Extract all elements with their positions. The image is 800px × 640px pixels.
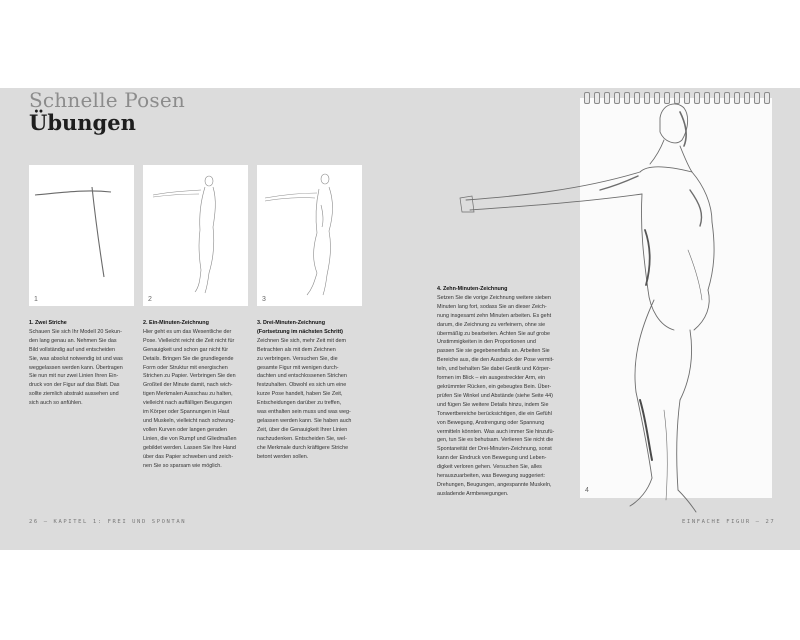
text-line: und Muskeln, vielleicht nach schwung-	[143, 417, 235, 424]
text-line: Sie nun mit nur zwei Linien Ihren Ein-	[29, 373, 119, 380]
text-line: was enthalten sein muss und was weg-	[257, 409, 351, 416]
text-line: prüfen Sie Winkel und Abstände (siehe Seite 44)	[437, 392, 553, 399]
text-line: gesamte Figur mit wenigen durch-	[257, 364, 339, 371]
card-number: 3	[262, 296, 266, 303]
text-line: Setzen Sie die vorige Zeichnung weitere sieben	[437, 294, 551, 301]
text-line: vermitteln könnten. Was auch immer Sie hinzufü-	[437, 428, 555, 435]
text-line: passen Sie sie gegebenenfalls an. Arbeiten Sie	[437, 348, 550, 355]
text-line: Strichen zu Papier. Verbringen Sie den	[143, 373, 236, 380]
text-line: Hier geht es um das Wesentliche der	[143, 328, 232, 335]
text-line: darum, die Zeichnung zu verfeinern, ohne sie	[437, 321, 546, 328]
step-heading: 2. Ein-Minuten-Zeichnung	[143, 320, 209, 326]
text-line: von Bewegung, Anstrengung oder Spannung	[437, 419, 545, 426]
text-line: tigen Merkmalen Ausschau zu halten,	[143, 391, 233, 398]
text-line: Unstimmigkeiten in den Proportionen und	[437, 339, 536, 346]
text-line: vollen Kurven oder langen geraden	[143, 426, 227, 433]
text-line: Drehungen, Beugungen, angespannte Muskeln,	[437, 481, 552, 488]
step-heading: 4. Zehn-Minuten-Zeichnung	[437, 286, 508, 292]
text-line: Pose. Vielleicht reicht die Zeit nicht für	[143, 337, 235, 344]
card-number: 1	[34, 296, 38, 303]
text-line: Entscheidungen darüber zu treffen,	[257, 400, 342, 407]
text-line: gen, tun Sie es behutsam. Verlieren Sie nicht die	[437, 437, 554, 444]
text-line: nen Sie so sparsam wie möglich.	[143, 462, 222, 469]
text-line: Sie, was absolut notwendig ist und was	[29, 355, 123, 362]
text-line: übermäßig zu bearbeiten. Achten Sie auf grobe	[437, 330, 550, 337]
footer-left: 26 — KAPITEL 1: FREI UND SPONTAN	[29, 519, 187, 525]
text-line: Details. Bringen Sie die grundlegende	[143, 355, 234, 362]
text-line: im Körper oder Spannungen in Haut	[143, 409, 230, 416]
step-subheading: (Fortsetzung im nächsten Schritt)	[257, 328, 343, 335]
text-line: digkeit verloren gehen. Versuchen Sie, alles	[437, 464, 542, 471]
text-line: dachten und entschlossenen Strichen	[257, 373, 347, 380]
text-line: vielleicht nach auffälligen Beugungen	[143, 400, 232, 407]
text-line: betont werden sollen.	[257, 453, 309, 460]
text-line: Genauigkeit und schon gar nicht für	[143, 346, 229, 353]
card-number: 2	[148, 296, 152, 303]
text-line: kann der Eindruck von Bewegung und Leben-	[437, 455, 547, 462]
text-line: und fügen Sie weitere Details hinzu, indem Sie	[437, 401, 549, 408]
text-line: weggelassen werden kann. Übertragen	[29, 364, 123, 371]
text-line: festzuhalten. Obwohl es sich um eine	[257, 382, 347, 389]
step-heading: 3. Drei-Minuten-Zeichnung	[257, 320, 325, 326]
footer-right: EINFACHE FIGUR — 27	[682, 519, 776, 525]
text-line: Minuten lang fort, sodass Sie an dieser Zeich-	[437, 303, 547, 310]
text-line: gelassen werden kann. Sie haben auch	[257, 417, 352, 424]
step-heading: 1. Zwei Striche	[29, 320, 67, 326]
text-line: Bild vollständig auf und entscheiden	[29, 346, 116, 353]
text-line: Bereiche aus, die den Ausdruck der Pose vermit-	[437, 357, 554, 364]
text-line: zu verbringen. Versuchen Sie, die	[257, 355, 338, 362]
text-line: Linien, die von Rumpf und Gliedmaßen	[143, 435, 237, 442]
text-line: formen im Blick – ein ausgestreckter Arm, ein	[437, 375, 546, 382]
pad-number: 4	[585, 487, 589, 494]
text-line: gekrümmter Rücken, ein gebeugtes Bein. Über-	[437, 383, 552, 390]
text-line: nachzudenken. Entscheiden Sie, wel-	[257, 435, 347, 442]
section-subtitle: Übungen	[29, 110, 136, 135]
text-line: über das Papier schweben und zeich-	[143, 453, 234, 460]
text-line: sollte ziemlich abstrakt aussehen und	[29, 391, 119, 398]
text-line: gebildet werden. Lassen Sie Ihre Hand	[143, 444, 236, 451]
text-line: teln, und behalten Sie dabei Gestik und Körper-	[437, 366, 551, 373]
text-line: Großteil der Minute damit, nach wich-	[143, 382, 233, 389]
text-line: kurze Pose handelt, haben Sie Zeit,	[257, 391, 343, 398]
section-title: Schnelle Posen	[29, 88, 185, 112]
step-4-text	[437, 285, 575, 499]
text-line: Spontaneität der Drei-Minuten-Zeichnung, sonst	[437, 446, 552, 453]
text-line: Schauen Sie sich Ihr Modell 20 Sekun-	[29, 328, 122, 335]
text-line: che Merkmale durch kräftigere Striche	[257, 444, 349, 451]
text-line: druck von der Figur auf das Blatt. Das	[29, 382, 120, 389]
text-line: ausladende Armbewegungen.	[437, 490, 509, 497]
text-line: herauszuarbeiten, was Bewegung suggeriert:	[437, 473, 546, 480]
text-line: Betrachten als mit dem Zeichnen	[257, 346, 336, 353]
text-line: Form oder Struktur mit energischen	[143, 364, 228, 371]
text-line: sich auch so anfühlen.	[29, 400, 83, 407]
text-line: den lang genau an. Nehmen Sie das	[29, 337, 117, 344]
text-line: Zeichnen Sie sich, mehr Zeit mit dem	[257, 337, 346, 344]
text-line: Tonwertbereiche berücksichtigen, die ein Gefühl	[437, 410, 552, 417]
text-line: nung insgesamt zehn Minuten arbeiten. Es geht	[437, 312, 552, 319]
text-line: Zeit, über die Genauigkeit Ihrer Linien	[257, 426, 348, 433]
